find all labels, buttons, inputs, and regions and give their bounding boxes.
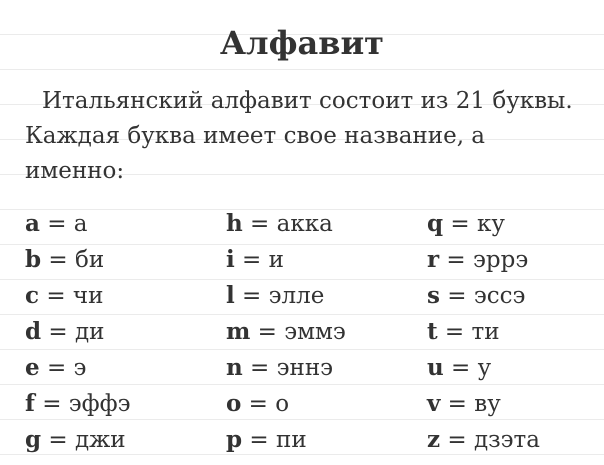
alphabet-entry-t [427,314,540,350]
intro-paragraph: Итальянский алфавит состоит из 21 буквы. Каждая буква имеет свое название, а именно: [25,88,573,184]
letter: u [427,354,444,381]
letter: c [25,282,40,309]
letter-name: = пи [242,427,307,453]
letter-name: = чи [39,283,104,309]
letter: m [226,318,251,345]
letter: f [25,390,35,417]
alphabet-entry-d [25,314,131,350]
letter-name: = би [41,247,105,273]
page-title: Алфавит [219,24,384,62]
alphabet-entry-s [427,278,540,314]
letter-name: = эффэ [34,391,131,417]
letter: p [226,426,243,453]
letter-name: = эммэ [250,319,346,345]
alphabet-column-1 [25,206,131,458]
alphabet-entry-f [25,386,131,422]
alphabet-table [25,206,600,458]
letter: z [427,426,441,453]
alphabet-entry-z [427,422,540,458]
letter-name: = и [234,247,284,273]
letter: s [427,282,440,309]
letter-name: = ку [443,211,505,237]
letter-name: = эннэ [242,355,334,381]
letter: v [427,390,441,417]
alphabet-entry-b [25,242,131,278]
alphabet-entry-i [226,242,346,278]
letter: h [226,210,243,237]
alphabet-entry-p [226,422,346,458]
letter-name: = дзэта [440,427,540,453]
letter-name: = ди [41,319,105,345]
letter-name: = джи [41,427,126,453]
alphabet-entry-n [226,350,346,386]
letter-name: = э [39,355,87,381]
letter-name: = акка [242,211,333,237]
alphabet-column-2 [226,206,346,458]
letter: b [25,246,42,273]
alphabet-entry-a [25,206,131,242]
alphabet-entry-g [25,422,131,458]
letter-name: = ву [440,391,501,417]
alphabet-column-3 [427,206,540,458]
letter-name: = элле [234,283,325,309]
letter-name: = эррэ [439,247,529,273]
letter-name: = о [241,391,290,417]
alphabet-entry-c [25,278,131,314]
letter: r [427,246,440,273]
letter-name: = эссэ [439,283,526,309]
letter: q [427,210,444,237]
alphabet-entry-o [226,386,346,422]
letter-name: = у [443,355,492,381]
letter: i [226,246,235,273]
letter-name: = а [39,211,88,237]
letter: t [427,318,438,345]
alphabet-entry-q [427,206,540,242]
letter: a [25,210,40,237]
alphabet-entry-r [427,242,540,278]
alphabet-entry-u [427,350,540,386]
letter: l [226,282,235,309]
letter-name: = ти [437,319,500,345]
alphabet-entry-h [226,206,346,242]
alphabet-entry-m [226,314,346,350]
letter: n [226,354,243,381]
letter: e [25,354,40,381]
alphabet-entry-l [226,278,346,314]
letter: d [25,318,42,345]
letter: g [25,426,42,453]
alphabet-entry-v [427,386,540,422]
alphabet-entry-e [25,350,131,386]
letter: o [226,390,242,417]
